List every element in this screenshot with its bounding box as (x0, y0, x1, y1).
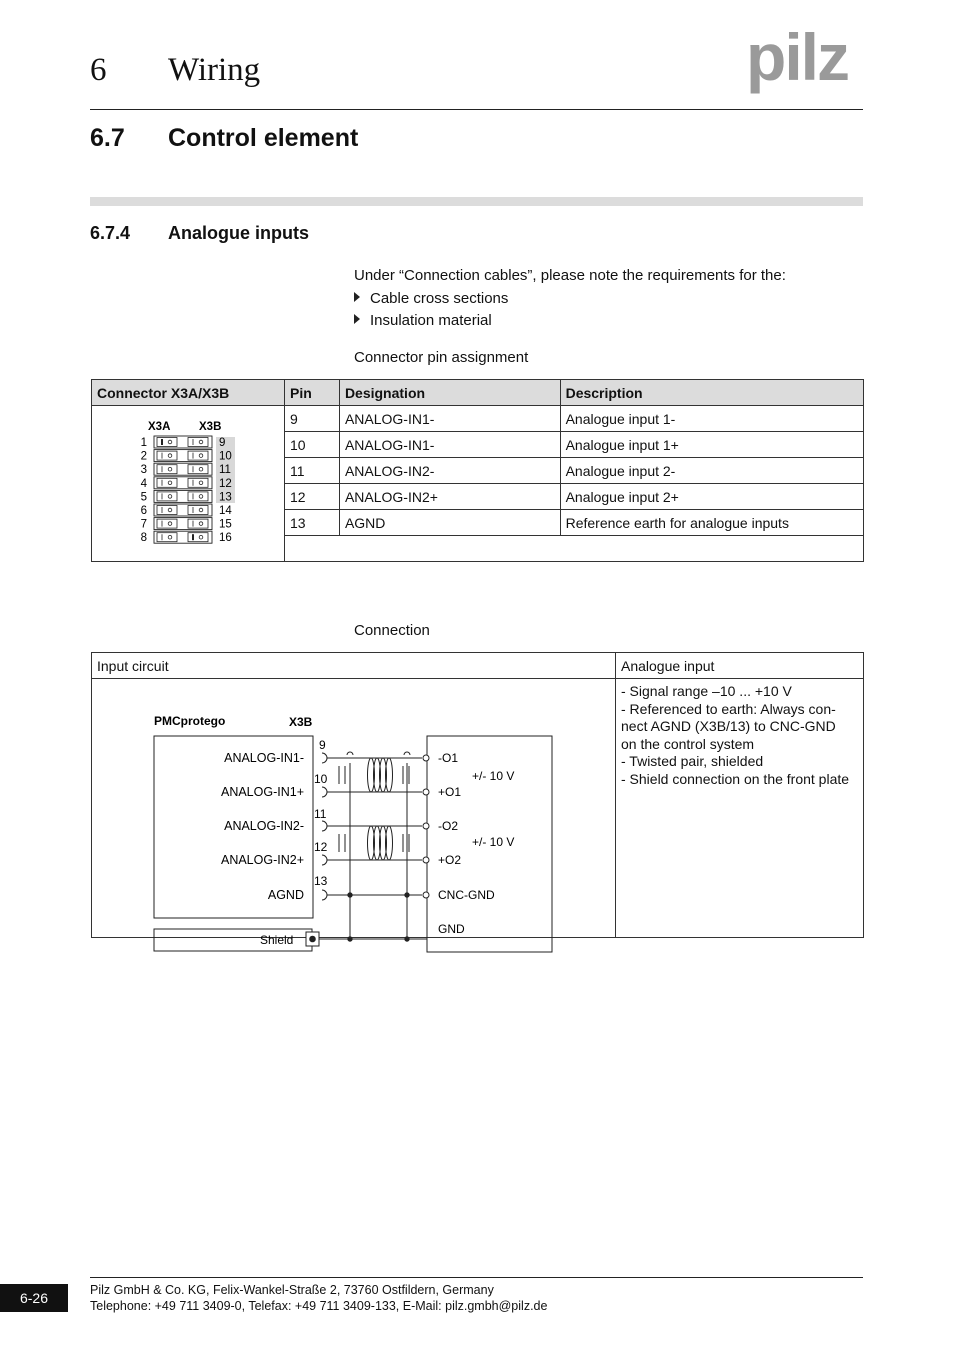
footer-contact: Telephone: +49 711 3409-0, Telefax: +49 711 3409-133, E-Mail: pilz.gmbh@pilz.de (90, 1299, 548, 1313)
intro-text: Under “Connection cables”, please note the requirements for the: (354, 267, 786, 284)
subsection-number: 6.7.4 (90, 223, 131, 243)
footer-address: Pilz GmbH & Co. KG, Felix-Wankel-Straße 2, 73760 Ostfildern, Germany (90, 1283, 494, 1297)
bullet-label: Cable cross sections (370, 290, 509, 307)
connector-label-x3b: X3B (199, 421, 222, 433)
pin-number-label: 11 (314, 807, 327, 821)
pin-number-left: 7 (140, 518, 147, 531)
pin-number-right: 12 (219, 477, 232, 490)
plug-symbol (322, 787, 327, 797)
pin-number-left: 6 (140, 505, 147, 517)
bullet-item (354, 312, 492, 329)
input-circuit-diagram (92, 679, 615, 947)
junction-dot (348, 937, 352, 941)
description-line: on the control system (621, 735, 755, 752)
description-cell: Analogue input 1+ (560, 432, 863, 458)
voltage-label: +/- 10 V (472, 769, 515, 783)
header-rule (90, 109, 863, 110)
output-label: +O2 (438, 853, 462, 867)
column-header: Pin (285, 380, 340, 406)
column-header: Connector X3A/X3B (92, 380, 285, 406)
section-divider (90, 197, 863, 206)
pilz-logo (746, 22, 866, 98)
pin-number-label: 9 (319, 738, 326, 752)
terminal-dot (423, 892, 429, 898)
terminal-dot (423, 789, 429, 795)
table-header-row (92, 653, 864, 679)
description-line: - Shield connection on the front plate (621, 770, 850, 787)
bullet-label: Insulation material (370, 312, 492, 329)
description-line: - Twisted pair, shielded (621, 753, 764, 770)
terminal-dot (423, 823, 429, 829)
signal-label: ANALOG-IN1- (224, 751, 304, 765)
output-label: CNC-GND (438, 888, 495, 902)
plug-symbol (322, 855, 327, 865)
shield-label: Shield (260, 933, 294, 947)
input-circuit-cell (92, 679, 616, 947)
pin-number-label: 10 (314, 772, 328, 786)
bullet-arrow-icon (354, 314, 360, 324)
connection-table-caption: Connection (354, 622, 430, 639)
pin-number-right: 16 (219, 532, 232, 545)
description-cell: Analogue input 2+ (560, 484, 863, 510)
pin-number-right: 11 (219, 464, 231, 477)
connector-drawing-cell (92, 406, 285, 562)
device-label: PMCprotego (154, 714, 226, 728)
pin-cell: 12 (285, 484, 340, 510)
pin-number-left: 2 (140, 450, 147, 463)
junction-dot (405, 937, 409, 941)
pin-cell: 10 (285, 432, 340, 458)
signal-label: AGND (267, 888, 304, 902)
plug-symbol (322, 821, 327, 831)
pin-number-right: 14 (219, 505, 232, 517)
pin-table-caption: Connector pin assignment (354, 349, 529, 366)
junction-dot (348, 893, 352, 897)
pilz-logo-text: pilz (746, 20, 848, 94)
connector-label: X3B (289, 715, 313, 729)
output-label: -O1 (438, 751, 459, 765)
pin-assignment-table (91, 379, 864, 562)
chapter-number: 6 (90, 52, 107, 88)
shield-arc (404, 752, 410, 755)
terminal-dot (423, 857, 429, 863)
shield-arc (347, 752, 353, 755)
voltage-label: +/- 10 V (472, 835, 515, 849)
designation-cell: ANALOG-IN1- (339, 406, 560, 432)
pin-cell: 13 (285, 510, 340, 536)
pin-number-right: 15 (219, 518, 232, 531)
designation-cell: ANALOG-IN2+ (339, 484, 560, 510)
description-cell: Analogue input 2- (560, 458, 863, 484)
connector-label-x3a: X3A (148, 421, 171, 433)
table-header-row (92, 380, 864, 406)
bullet-arrow-icon (354, 292, 360, 302)
bullet-item (354, 290, 508, 307)
chapter-title: Wiring (168, 52, 261, 88)
pin-number-right: 10 (219, 450, 232, 463)
plug-symbol (322, 753, 327, 763)
analogue-input-description-cell (616, 679, 864, 938)
section-title: Control element (168, 124, 359, 152)
table-row (92, 406, 864, 432)
junction-dot (405, 893, 409, 897)
footer-rule (90, 1277, 863, 1278)
pin-number-label: 12 (314, 840, 328, 854)
designation-cell: AGND (339, 510, 560, 536)
pin-number-right: 9 (219, 437, 226, 449)
signal-label: ANALOG-IN2- (224, 819, 304, 833)
column-header: Analogue input (616, 653, 864, 679)
subsection-title: Analogue inputs (168, 223, 309, 243)
column-header: Input circuit (92, 653, 616, 679)
pin-number-label: 13 (314, 874, 328, 888)
pin-cell: 9 (285, 406, 340, 432)
description-line: - Signal range –10 ... +10 V (621, 683, 792, 699)
pin-number-right: 13 (219, 491, 232, 504)
terminal-dot (423, 755, 429, 761)
pin-number-left: 1 (140, 437, 147, 449)
output-label: +O1 (438, 785, 462, 799)
description-line: - Referenced to earth: Always con- (621, 700, 836, 717)
description-cell: Analogue input 1- (560, 406, 863, 432)
column-header: Description (560, 380, 863, 406)
plug-symbol (322, 890, 327, 900)
pin-number-left: 5 (140, 491, 147, 504)
description-line: nect AGND (X3B/13) to CNC-GND (621, 718, 836, 735)
gnd-label: GND (438, 922, 465, 936)
signal-label: ANALOG-IN1+ (220, 785, 304, 799)
designation-cell: ANALOG-IN1- (339, 432, 560, 458)
table-row (92, 679, 864, 938)
connector-pinout-diagram (92, 406, 284, 558)
section-number: 6.7 (90, 124, 125, 152)
column-header: Designation (339, 380, 560, 406)
pin-number-left: 3 (140, 464, 147, 477)
signal-label: ANALOG-IN2+ (220, 853, 304, 867)
designation-cell: ANALOG-IN2- (339, 458, 560, 484)
page-number: 6-26 (0, 1284, 68, 1312)
shield-terminal-dot (310, 936, 316, 942)
output-label: -O2 (438, 819, 459, 833)
pin-number-left: 4 (140, 477, 147, 490)
description-cell: Reference earth for analogue inputs (560, 510, 863, 536)
pin-number-left: 8 (140, 532, 147, 545)
empty-cell (285, 536, 864, 562)
connection-table (91, 652, 864, 947)
pin-cell: 11 (285, 458, 340, 484)
